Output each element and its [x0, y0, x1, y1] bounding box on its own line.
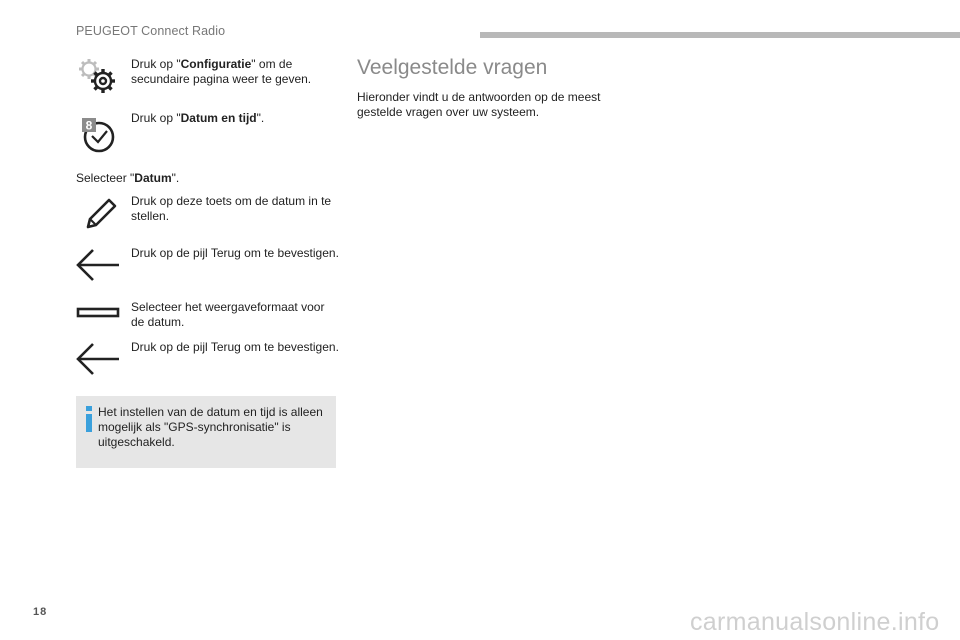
back-arrow-icon: [76, 246, 124, 286]
substep-set-date-text: Druk op deze toets om de datum in te stellen.: [131, 194, 332, 223]
watermark: carmanualsonline.info: [690, 608, 940, 636]
substep-select-format-text: Selecteer het weergaveformaat voor de datum.: [131, 300, 325, 329]
step-configuratie-text: Druk op "Configuratie" om de secundaire pagina weer te geven.: [131, 57, 312, 86]
pencil-icon: [76, 194, 124, 234]
select-datum-line: Selecteer "Datum".: [76, 171, 180, 185]
configuratie-label: Configuratie: [180, 57, 252, 71]
header-title: PEUGEOT Connect Radio: [76, 24, 226, 38]
page-number: 18: [33, 606, 48, 618]
info-icon: [84, 406, 94, 432]
substep-back-confirm-1-text: Druk op de pijl Terug om te bevestigen.: [131, 246, 339, 260]
faq-heading: Veelgestelde vragen: [357, 56, 548, 79]
faq-body: Hieronder vindt u de antwoorden op de meest gestelde vragen over uw systeem.: [357, 90, 601, 119]
substep-back-confirm-1: [76, 246, 339, 286]
clock-badge: 8: [85, 118, 93, 133]
step-datum-en-tijd-text: Druk op "Datum en tijd".: [131, 111, 265, 125]
datum-label: Datum: [134, 171, 172, 185]
substep-set-date: [76, 194, 336, 234]
substep-select-format: [76, 300, 336, 334]
settings-gears-icon: [76, 57, 124, 97]
header-bar: [480, 32, 960, 38]
step-datum-en-tijd: [76, 111, 336, 155]
clock-icon: [76, 111, 124, 155]
back-arrow-icon: [76, 340, 124, 380]
info-text: Het instellen van de datum en tijd is alleen mogelijk als "GPS-synchronisatie" is uitgeschakeld.: [98, 405, 323, 449]
display-format-icon: [76, 300, 124, 334]
step-configuratie: [76, 57, 336, 97]
datum-en-tijd-label: Datum en tijd: [180, 111, 257, 125]
substep-back-confirm-2: [76, 340, 339, 380]
substep-back-confirm-2-text: Druk op de pijl Terug om te bevestigen.: [131, 340, 339, 354]
info-box: [76, 396, 336, 468]
